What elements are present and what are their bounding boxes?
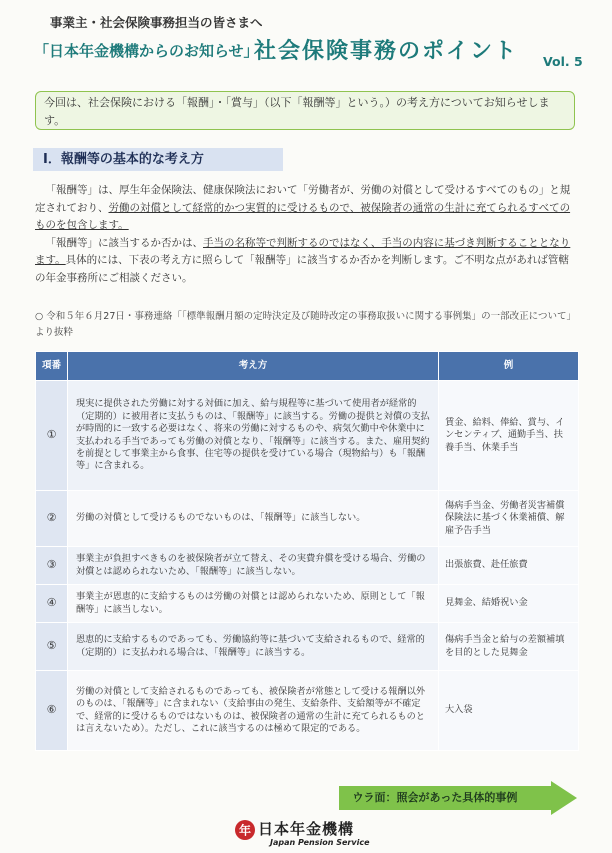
table-header-row <box>36 352 579 381</box>
row-view: 事業主が恩恵的に支給するものは労働の対償とは認められないため、原則として「報酬等」に該当しない。 <box>68 585 439 623</box>
section-heading: Ⅰ．報酬等の基本的な考え方 <box>33 148 283 171</box>
row-number: ③ <box>36 547 68 585</box>
jps-logo-icon <box>234 819 256 841</box>
row-number: ⑤ <box>36 623 68 671</box>
row-view: 労働の対償として支給されるものであっても、被保険者が常態として受ける報酬以外のものは、「報酬等」に含まれない（支給事由の発生、支給条件、支給額等が不確定で、経常的に受けるものではないものは、被保険者の通常の生計に充てられるものとは言えないため）。ただし、これに該当するのは極めて限定的である。 <box>68 671 439 751</box>
row-number: ⑥ <box>36 671 68 751</box>
table-row <box>36 381 579 491</box>
row-view: 現実に提供された労働に対する対価に加え、給与規程等に基づいて使用者が経常的（定期的）に被用者に支払うものは、「報酬等」に該当する。労働の提供と対償の支払が時間的に一致する必要はなく、将来の労働に対するものや、病気欠勤中や休業中に支払われる手当であっても労働の対償となり、「報酬等」に該当する。また、雇用契約を前提として事業主から食事、住宅等の提供を受けている場合（現物給与）も「報酬等」に含まれる。 <box>68 381 439 491</box>
p1-underlined: 労働の対償として経常的かつ実質的に受けるもので、被保険者の通常の生計に充てられるすべてのものを包含します。 <box>35 201 571 232</box>
row-example: 見舞金、結婚祝い金 <box>439 585 579 623</box>
remuneration-table <box>35 351 579 751</box>
row-example: 出張旅費、赴任旅費 <box>439 547 579 585</box>
svg-text:年: 年 <box>238 823 252 838</box>
row-number: ① <box>36 381 68 491</box>
table-row <box>36 585 579 623</box>
row-example: 傷病手当金、労働者災害補償保険法に基づく休業補償、解雇予告手当 <box>439 491 579 547</box>
org-name-en: Japan Pension Service <box>270 838 370 847</box>
intro-box <box>35 91 575 130</box>
row-view: 事業主が負担すべきものを被保険者が立て替え、その実費弁償を受ける場合、労働の対償とは認められないため、「報酬等」に該当しない。 <box>68 547 439 585</box>
p2-underlined: 手当の名称等で判断するのではなく、手当の内容に基づき判断することとなります。 <box>35 236 571 267</box>
header-view: 考え方 <box>68 352 439 381</box>
volume-label: Vol. 5 <box>543 54 583 69</box>
p1-text: 「報酬等」は、厚生年金保険法、健康保険法において「労働者が、労働の対償として受けるすべてのもの」と規定されており、 <box>35 184 571 214</box>
header-number: 項番 <box>36 352 68 381</box>
table-row <box>36 547 579 585</box>
table-row <box>36 491 579 547</box>
header-example: 例 <box>439 352 579 381</box>
row-example: 賃金、給料、俸給、賞与、インセンティブ、通勤手当、扶養手当、休業手当 <box>439 381 579 491</box>
row-view: 恩恵的に支給するものであっても、労働協約等に基づいて支給されるもので、経常的（定期的）に支払われる場合は、「報酬等」に該当する。 <box>68 623 439 671</box>
next-page-label: ウラ面：照会があった具体的事例 <box>352 791 518 804</box>
intro-text: 今回は、社会保険における「報酬」・「賞与」（以下「報酬等」という。）の考え方についてお知らせします。 <box>44 96 550 127</box>
series-name: 「日本年金機構からのお知らせ」 <box>34 42 259 60</box>
row-view: 労働の対償として受けるものでないものは、「報酬等」に該当しない。 <box>68 491 439 547</box>
table-row <box>36 671 579 751</box>
paragraph-1 <box>35 182 575 235</box>
page-title: 社会保険事務のポイント <box>254 39 519 64</box>
section-body <box>35 182 575 288</box>
row-number: ④ <box>36 585 68 623</box>
row-example: 傷病手当金と給与の差額補填を目的とした見舞金 <box>439 623 579 671</box>
source-note: ○ 令和５年６月27日・事務連絡「「標準報酬月額の定時決定及び随時改定の事務取扱いに関する事例集」の一部改正について」より抜粋 <box>35 311 576 338</box>
row-number: ② <box>36 491 68 547</box>
paragraph-2 <box>35 235 575 288</box>
org-name: 日本年金機構 <box>258 820 355 838</box>
p2-text-b: 具体的には、下表の考え方に照らして「報酬等」に該当するか否かを判断します。ご不明な点があれば管轄の年金事務所にご相談ください。 <box>35 254 569 284</box>
table-row <box>36 623 579 671</box>
audience-line: 事業主・社会保険事務担当の皆さまへ <box>50 15 263 30</box>
p2-text: 「報酬等」に該当するか否かは、 <box>45 236 203 249</box>
row-example: 大入袋 <box>439 671 579 751</box>
